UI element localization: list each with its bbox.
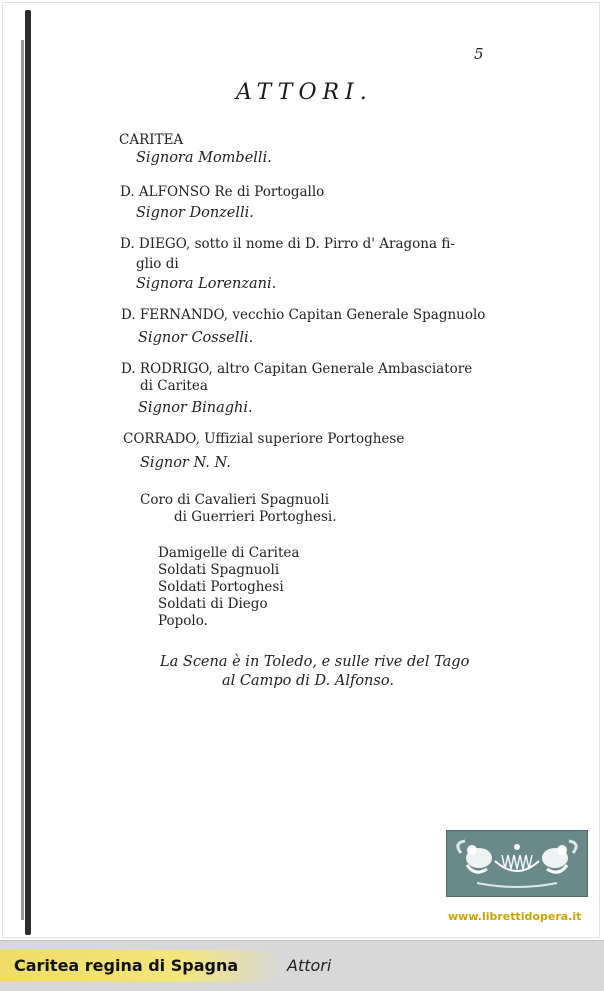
- role-diego-line2: glio di: [136, 256, 179, 272]
- performer-alfonso: Signor Donzelli.: [136, 205, 254, 221]
- role-corrado: CORRADO, Uffizial superiore Portoghese: [123, 431, 405, 447]
- role-diego-line1: D. DIEGO, sotto il nome di D. Pirro d' Aragona fi-: [120, 236, 455, 252]
- performer-caritea: Signora Mombelli.: [136, 150, 272, 166]
- extras-line-1: Damigelle di Caritea: [158, 545, 300, 561]
- performer-fernando: Signor Cosselli.: [138, 330, 254, 346]
- publisher-logo-stamp: [446, 830, 588, 897]
- role-fernando: D. FERNANDO, vecchio Capitan Generale Spagnuolo: [121, 307, 486, 323]
- chorus-line-1: Coro di Cavalieri Spagnuoli: [140, 492, 330, 508]
- footer-section-name: Attori: [287, 956, 332, 975]
- extras-line-5: Popolo.: [158, 613, 208, 629]
- footer-book-title[interactable]: Caritea regina di Spagna: [14, 956, 239, 975]
- extras-line-4: Soldati di Diego: [158, 596, 268, 612]
- book-spine: [25, 10, 31, 935]
- page-border: [2, 2, 600, 938]
- page-heading: ATTORI.: [236, 80, 373, 105]
- chorus-line-2: di Guerrieri Portoghesi.: [174, 509, 337, 525]
- cherubs-logo-icon: [447, 831, 587, 896]
- performer-corrado: Signor N. N.: [140, 455, 231, 471]
- footer-bar: [0, 940, 604, 991]
- performer-diego: Signora Lorenzani.: [136, 276, 277, 292]
- role-rodrigo-line2: di Caritea: [140, 378, 208, 394]
- extras-line-2: Soldati Spagnuoli: [158, 562, 280, 578]
- setting-line-1: La Scena è in Toledo, e sulle rive del Tago: [160, 654, 470, 670]
- performer-rodrigo: Signor Binaghi.: [138, 400, 253, 416]
- role-alfonso: D. ALFONSO Re di Portogallo: [120, 184, 325, 200]
- role-rodrigo-line1: D. RODRIGO, altro Capitan Generale Ambasciatore: [121, 361, 473, 377]
- page-number: 5: [474, 45, 484, 63]
- publisher-url[interactable]: www.librettidopera.it: [448, 910, 582, 923]
- role-caritea: CARITEA: [119, 132, 184, 148]
- book-spine-shadow: [21, 40, 24, 920]
- extras-line-3: Soldati Portoghesi: [158, 579, 284, 595]
- setting-line-2: al Campo di D. Alfonso.: [222, 673, 394, 689]
